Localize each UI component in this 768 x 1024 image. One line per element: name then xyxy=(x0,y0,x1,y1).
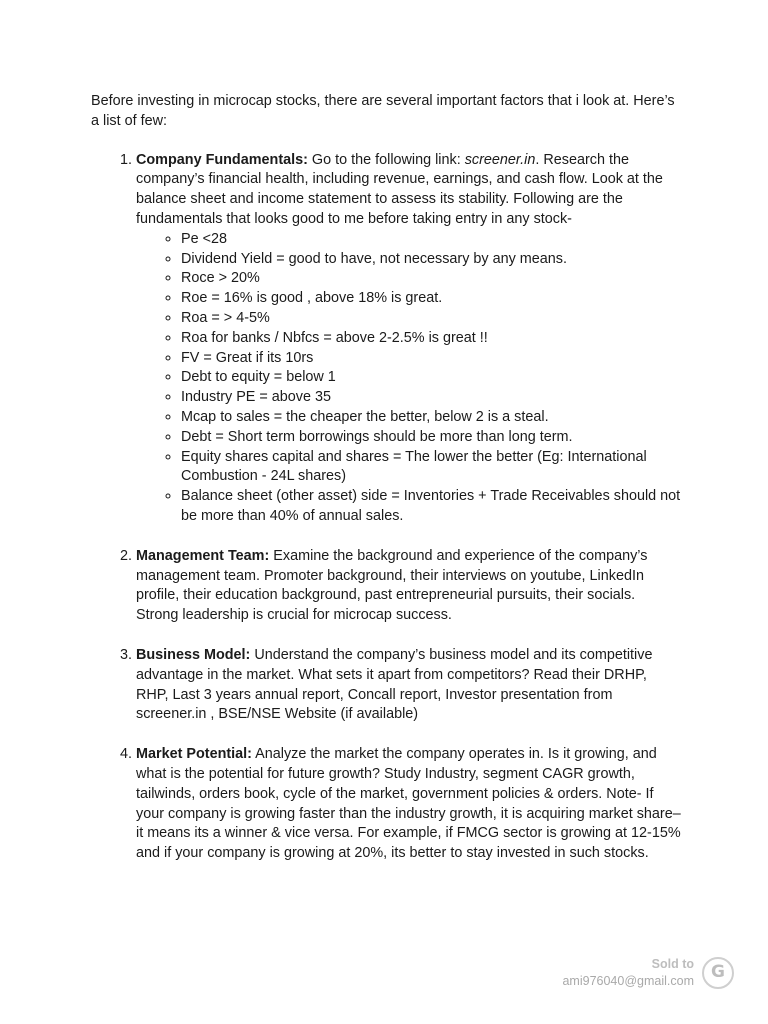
sub-list-item: ◦ Dividend Yield = good to have, not necessary by any means. xyxy=(181,250,681,270)
sub-list-item: ◦ Debt to equity = below 1 xyxy=(181,368,681,388)
item-title: Management Team: xyxy=(136,547,270,564)
list-item-management-team xyxy=(136,547,681,626)
screener-link[interactable]: screener.in xyxy=(464,151,536,168)
sold-to-watermark xyxy=(562,956,734,990)
sub-list-item: ◦ Balance sheet (other asset) side = Inventories + Trade Receivables should not be more than 40% of annual sales. xyxy=(181,487,681,527)
item-text: Understand the company’s business model and its competitive advantage in the market. What sets it apart from competitors? Read their DRHP, RHP, Last 3 years annual report, Concall report, Investor presentation from screener.in , BSE/NSE Website (if available) xyxy=(136,646,653,723)
sub-list-item: ◦ Debt = Short term borrowings should be more than long term. xyxy=(181,428,681,448)
intro-paragraph: Before investing in microcap stocks, there are several important factors that i look at. Here’s a list of few: xyxy=(91,93,675,129)
watermark-text xyxy=(562,956,694,990)
sub-list-item: ◦ Roa = > 4-5% xyxy=(181,309,681,329)
sub-list-item: ◦ Equity shares capital and shares = The lower the better (Eg: International Combustion - 24L shares) xyxy=(181,448,681,488)
item-text: Analyze the market the company operates in. Is it growing, and what is the potential for future growth? Study Industry, segment CAGR growth, tailwinds, orders book, cycle of the market, government policies & orders. Note- If your company is growing faster than the industry growth, it is acquiring market share– it means its a winner & vice versa. For example, if FMCG sector is growing at 12-15% and if your company is growing at 20%, its better to stay invested in such stocks. xyxy=(136,746,681,862)
sub-list-item: ◦ Roe = 16% is good , above 18% is great. xyxy=(181,289,681,309)
list-item-market-potential xyxy=(136,745,681,864)
sub-list-item: ◦ Roa for banks / Nbfcs = above 2-2.5% is great !! xyxy=(181,329,681,349)
sub-list-item: ◦ Roce > 20% xyxy=(181,269,681,289)
item-title: Company Fundamentals: xyxy=(136,151,308,168)
fundamentals-sublist xyxy=(136,230,681,527)
item-text: . Research the company’s financial health, including revenue, earnings, and cash flow. Look at the balance sheet and income statement to assess its stability. Following are the fundamentals that looks good to me before taking entry in any stock- xyxy=(136,151,663,227)
sub-list-item: ◦ Mcap to sales = the cheaper the better, below 2 is a steal. xyxy=(181,408,681,428)
item-text: Go to the following link: xyxy=(307,151,465,168)
watermark-email: ami976040@gmail.com xyxy=(562,974,694,988)
sub-list-item: ◦ FV = Great if its 10rs xyxy=(181,349,681,369)
watermark-sold-to: Sold to xyxy=(651,957,694,971)
list-item-company-fundamentals xyxy=(136,151,681,527)
item-title: Business Model: xyxy=(136,646,251,663)
document-body xyxy=(91,92,681,884)
gumroad-logo-icon: G xyxy=(702,957,734,989)
item-title: Market Potential: xyxy=(136,746,252,763)
item-text: Examine the background and experience of the company’s management team. Promoter background, their interviews on youtube, LinkedIn profile, their education background, past entrepreneurial pursuits, their socials. Strong leadership is crucial for microcap success. xyxy=(136,547,648,624)
list-item-business-model xyxy=(136,646,681,725)
sub-list-item: ◦ Pe <28 xyxy=(181,230,681,250)
sub-list-item: ◦ Industry PE = above 35 xyxy=(181,388,681,408)
factors-list xyxy=(91,151,681,864)
